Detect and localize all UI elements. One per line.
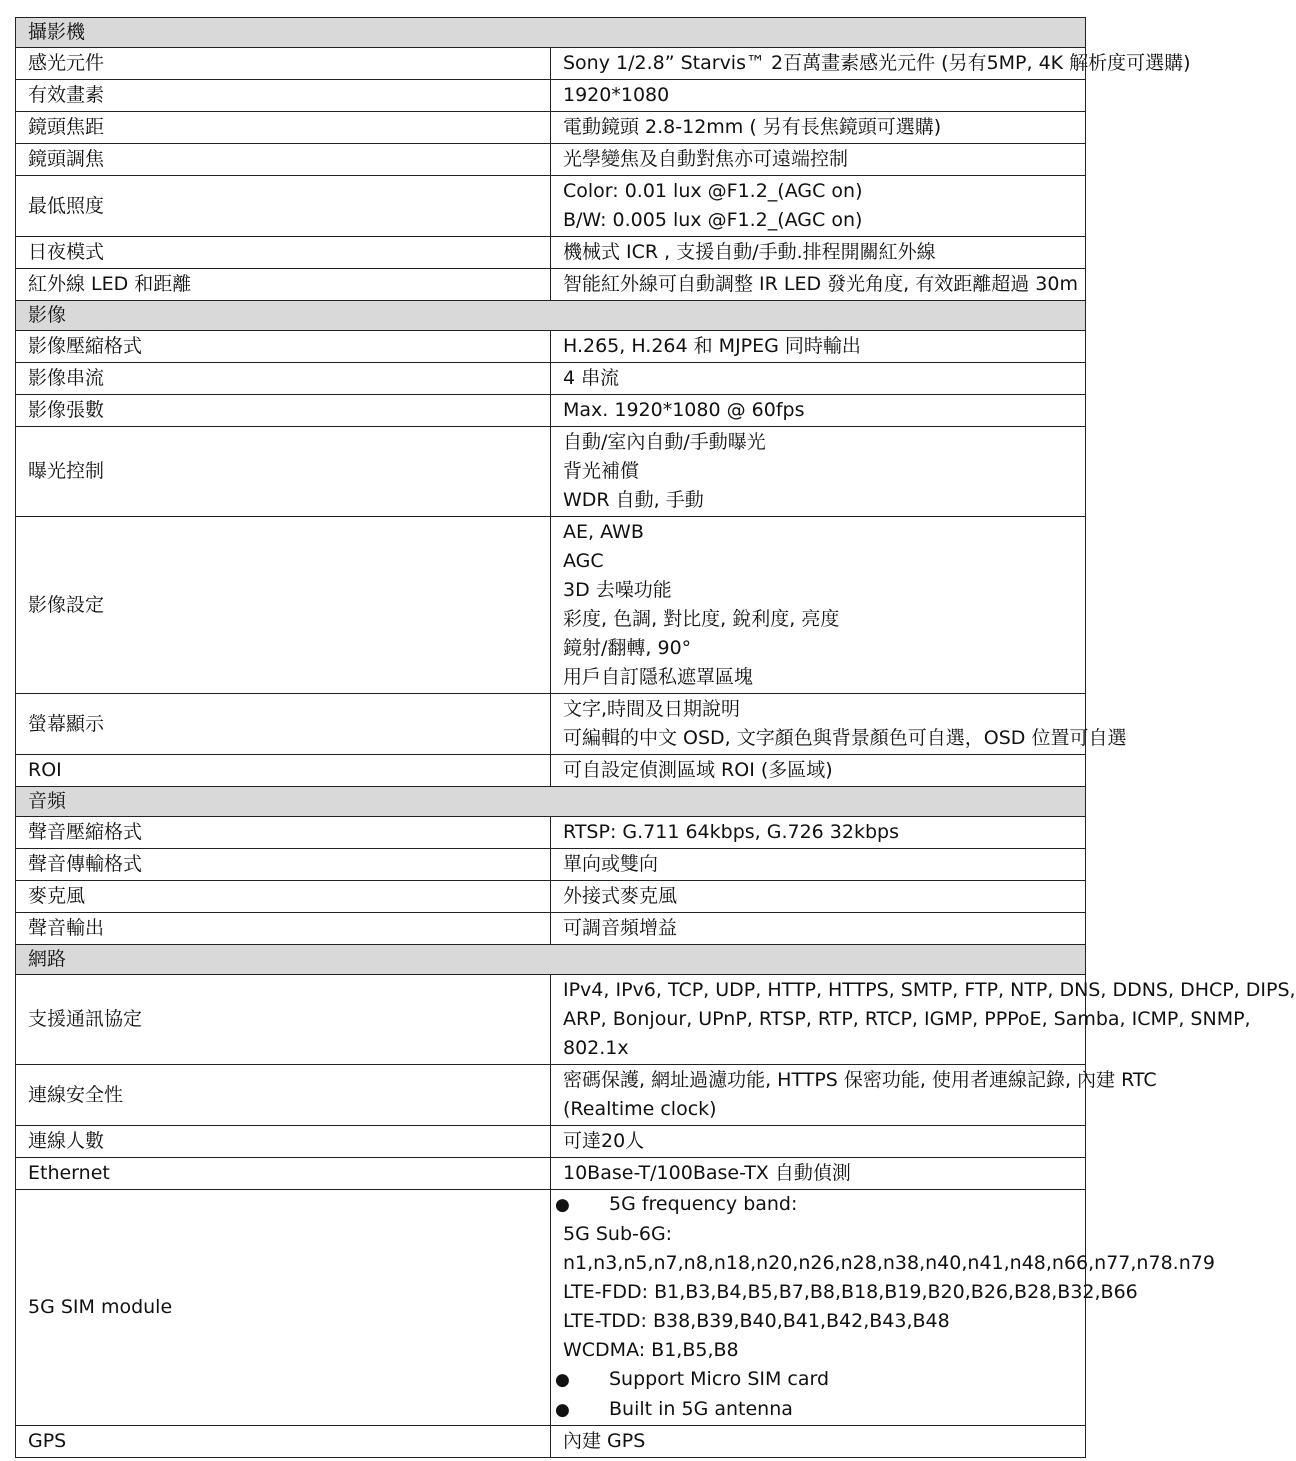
value-line — [563, 1249, 1215, 1278]
bullet-item — [563, 1365, 1085, 1395]
spec-row — [16, 144, 1086, 176]
spec-table — [15, 17, 1296, 1458]
spec-value — [551, 1426, 1086, 1458]
spec-label: 日夜模式 — [16, 237, 551, 269]
bullet-icon — [563, 1190, 609, 1220]
value-line — [563, 49, 1191, 78]
spec-value — [551, 395, 1086, 427]
value-line — [563, 177, 1085, 206]
value-text: 智能紅外線可自動調整 IR LED 發光角度, 有效距離超過 30m — [563, 273, 1078, 295]
section-title: 影像 — [16, 301, 1086, 331]
value-line — [563, 518, 1085, 547]
spec-value — [551, 176, 1086, 237]
section-header-row — [16, 787, 1086, 817]
spec-value — [551, 881, 1086, 913]
value-text: 鏡射/翻轉, 90° — [563, 637, 692, 659]
value-text: LTE-TDD: B38,B39,B40,B41,B42,B43,B48 — [563, 1310, 950, 1332]
value-text: 機械式 ICR , 支援自動/手動.排程開關紅外線 — [563, 241, 936, 263]
value-text: LTE-FDD: B1,B3,B4,B5,B7,B8,B18,B19,B20,B26,B28,B32,B66 — [563, 1281, 1138, 1303]
spec-row — [16, 176, 1086, 237]
spec-value — [551, 817, 1086, 849]
value-text: 802.1x — [563, 1037, 629, 1059]
value-text: 單向或雙向 — [563, 853, 659, 875]
spec-label: 螢幕顯示 — [16, 694, 551, 755]
value-line — [563, 1307, 1085, 1336]
value-text: 文字,時間及日期說明 — [563, 698, 741, 720]
spec-label: 紅外線 LED 和距離 — [16, 269, 551, 301]
value-line — [563, 1005, 1251, 1034]
spec-label: 支援通訊協定 — [16, 975, 551, 1065]
spec-label: 影像設定 — [16, 517, 551, 694]
value-line — [563, 1336, 1085, 1365]
spec-value — [551, 755, 1086, 787]
spec-label: 連線安全性 — [16, 1065, 551, 1126]
bullet-icon — [563, 1365, 609, 1395]
value-text: 密碼保護, 網址過濾功能, HTTPS 保密功能, 使用者連線記錄, 內建 RTC — [563, 1069, 1157, 1091]
spec-label: ROI — [16, 755, 551, 787]
value-line — [563, 1427, 1085, 1456]
spec-row — [16, 1158, 1086, 1190]
value-text: Color: 0.01 lux @F1.2_(AGC on) — [563, 180, 863, 202]
spec-label: 5G SIM module — [16, 1190, 551, 1426]
value-line — [563, 547, 1085, 576]
spec-label: 影像串流 — [16, 363, 551, 395]
bullet-icon — [563, 1395, 609, 1425]
spec-label: 連線人數 — [16, 1126, 551, 1158]
spec-row — [16, 269, 1086, 301]
spec-row — [16, 913, 1086, 945]
spec-row — [16, 363, 1086, 395]
value-text: RTSP: G.711 64kbps, G.726 32kbps — [563, 821, 899, 843]
spec-row — [16, 48, 1086, 80]
section-title: 音頻 — [16, 787, 1086, 817]
value-text: Built in 5G antenna — [609, 1398, 793, 1420]
value-line — [563, 882, 1085, 911]
spec-row — [16, 80, 1086, 112]
value-line — [563, 1066, 1157, 1095]
value-text: 背光補償 — [563, 460, 640, 482]
value-text: 彩度, 色調, 對比度, 銳利度, 亮度 — [563, 608, 840, 630]
spec-row — [16, 849, 1086, 881]
spec-value — [551, 694, 1127, 755]
bullet-item — [563, 1395, 1085, 1425]
value-text: 光學變焦及自動對焦亦可遠端控制 — [563, 148, 849, 170]
spec-label: 有效畫素 — [16, 80, 551, 112]
value-text: 可編輯的中文 OSD, 文字顏色與背景顏色可自選，OSD 位置可自選 — [563, 727, 1127, 749]
value-line — [563, 756, 1085, 785]
spec-label: Ethernet — [16, 1158, 551, 1190]
spec-row — [16, 881, 1086, 913]
spec-table-body — [16, 18, 1296, 1458]
spec-label: 鏡頭焦距 — [16, 112, 551, 144]
value-line — [563, 1159, 1085, 1188]
value-line — [563, 850, 1085, 879]
section-header-row — [16, 18, 1086, 48]
value-line — [563, 1127, 1085, 1156]
spec-row — [16, 1190, 1086, 1426]
value-line — [563, 396, 1085, 425]
value-text: Sony 1/2.8” Starvis™ 2百萬畫素感光元件 (另有5MP, 4K 解析度可選購) — [563, 52, 1191, 74]
spec-label: 鏡頭調焦 — [16, 144, 551, 176]
value-line — [563, 238, 1085, 267]
spec-row — [16, 817, 1086, 849]
value-text: AGC — [563, 550, 604, 572]
section-title: 網路 — [16, 945, 1086, 975]
value-line — [563, 81, 1085, 110]
value-line — [563, 663, 1085, 692]
section-header-row — [16, 945, 1086, 975]
section-title: 攝影機 — [16, 18, 1086, 48]
value-line — [563, 486, 1085, 515]
value-text: n1,n3,n5,n7,n8,n18,n20,n26,n28,n38,n40,n41,n48,n66,n77,n78.n79 — [563, 1252, 1215, 1274]
value-line — [563, 695, 1085, 724]
value-text: 5G Sub-6G: — [563, 1223, 673, 1245]
spec-row — [16, 427, 1086, 517]
spec-row — [16, 755, 1086, 787]
spec-row — [16, 517, 1086, 694]
spec-label: 聲音壓縮格式 — [16, 817, 551, 849]
value-text: 可調音頻增益 — [563, 917, 678, 939]
value-line — [563, 332, 1085, 361]
value-line — [563, 1220, 1085, 1249]
value-line — [563, 976, 1296, 1005]
spec-row — [16, 1126, 1086, 1158]
spec-row — [16, 331, 1086, 363]
value-text: Max. 1920*1080 @ 60fps — [563, 399, 805, 421]
spec-value — [551, 1065, 1157, 1126]
spec-value — [551, 427, 1086, 517]
spec-value — [551, 517, 1086, 694]
value-line — [563, 724, 1127, 753]
value-line — [563, 576, 1085, 605]
value-line — [563, 1034, 1085, 1063]
spec-value — [551, 1158, 1086, 1190]
spec-value — [551, 237, 1086, 269]
spec-label: 麥克風 — [16, 881, 551, 913]
value-line — [563, 914, 1085, 943]
value-text: WDR 自動, 手動 — [563, 489, 704, 511]
value-text: 可達20人 — [563, 1130, 645, 1152]
bullet-item — [563, 1190, 1085, 1220]
value-line — [563, 206, 1085, 235]
spec-value — [551, 363, 1086, 395]
spec-row — [16, 237, 1086, 269]
spec-label: 最低照度 — [16, 176, 551, 237]
value-text: 1920*1080 — [563, 84, 670, 106]
value-text: AE, AWB — [563, 521, 644, 543]
value-line — [563, 1278, 1138, 1307]
value-text: 用戶自訂隱私遮罩區塊 — [563, 666, 754, 688]
value-line — [563, 270, 1085, 299]
value-line — [563, 1095, 1085, 1124]
spec-label: 聲音傳輸格式 — [16, 849, 551, 881]
spec-value — [551, 913, 1086, 945]
value-text: WCDMA: B1,B5,B8 — [563, 1339, 739, 1361]
value-text: ARP, Bonjour, UPnP, RTSP, RTP, RTCP, IGMP, PPPoE, Samba, ICMP, SNMP, — [563, 1008, 1251, 1030]
spec-value — [551, 1126, 1086, 1158]
spec-value — [551, 112, 1086, 144]
value-text: H.265, H.264 和 MJPEG 同時輸出 — [563, 335, 861, 357]
value-text: IPv4, IPv6, TCP, UDP, HTTP, HTTPS, SMTP, FTP, NTP, DNS, DDNS, DHCP, DIPS, — [563, 979, 1296, 1001]
value-line — [563, 113, 1085, 142]
value-line — [563, 634, 1085, 663]
spec-label: 曝光控制 — [16, 427, 551, 517]
spec-value — [551, 48, 1191, 80]
spec-label: 聲音輸出 — [16, 913, 551, 945]
value-text: B/W: 0.005 lux @F1.2_(AGC on) — [563, 209, 863, 231]
value-text: 10Base-T/100Base-TX 自動偵測 — [563, 1162, 851, 1184]
value-text: 5G frequency band: — [609, 1193, 798, 1215]
spec-label: 影像壓縮格式 — [16, 331, 551, 363]
spec-value — [551, 80, 1086, 112]
spec-row — [16, 395, 1086, 427]
spec-value — [551, 975, 1296, 1065]
spec-value — [551, 1190, 1215, 1426]
spec-label: 感光元件 — [16, 48, 551, 80]
spec-row — [16, 1426, 1086, 1458]
value-text: 外接式麥克風 — [563, 885, 678, 907]
section-header-row — [16, 301, 1086, 331]
value-line — [563, 457, 1085, 486]
value-text: 4 串流 — [563, 367, 620, 389]
spec-label: 影像張數 — [16, 395, 551, 427]
value-text: 3D 去噪功能 — [563, 579, 672, 601]
value-line — [563, 818, 1085, 847]
value-text: (Realtime clock) — [563, 1098, 717, 1120]
value-line — [563, 605, 1085, 634]
value-text: 電動鏡頭 2.8-12mm ( 另有長焦鏡頭可選購) — [563, 116, 942, 138]
value-line — [563, 428, 1085, 457]
value-text: 自動/室內自動/手動曝光 — [563, 431, 766, 453]
value-line — [563, 145, 1085, 174]
value-line — [563, 364, 1085, 393]
value-text: 內建 GPS — [563, 1430, 646, 1452]
spec-row — [16, 1065, 1086, 1126]
value-text: 可自設定偵測區域 ROI (多區域) — [563, 759, 833, 781]
spec-value — [551, 849, 1086, 881]
spec-row — [16, 694, 1086, 755]
spec-label: GPS — [16, 1426, 551, 1458]
value-text: Support Micro SIM card — [609, 1368, 830, 1390]
spec-row — [16, 112, 1086, 144]
spec-value — [551, 331, 1086, 363]
spec-value — [551, 144, 1086, 176]
spec-row — [16, 975, 1086, 1065]
spec-value — [551, 269, 1086, 301]
